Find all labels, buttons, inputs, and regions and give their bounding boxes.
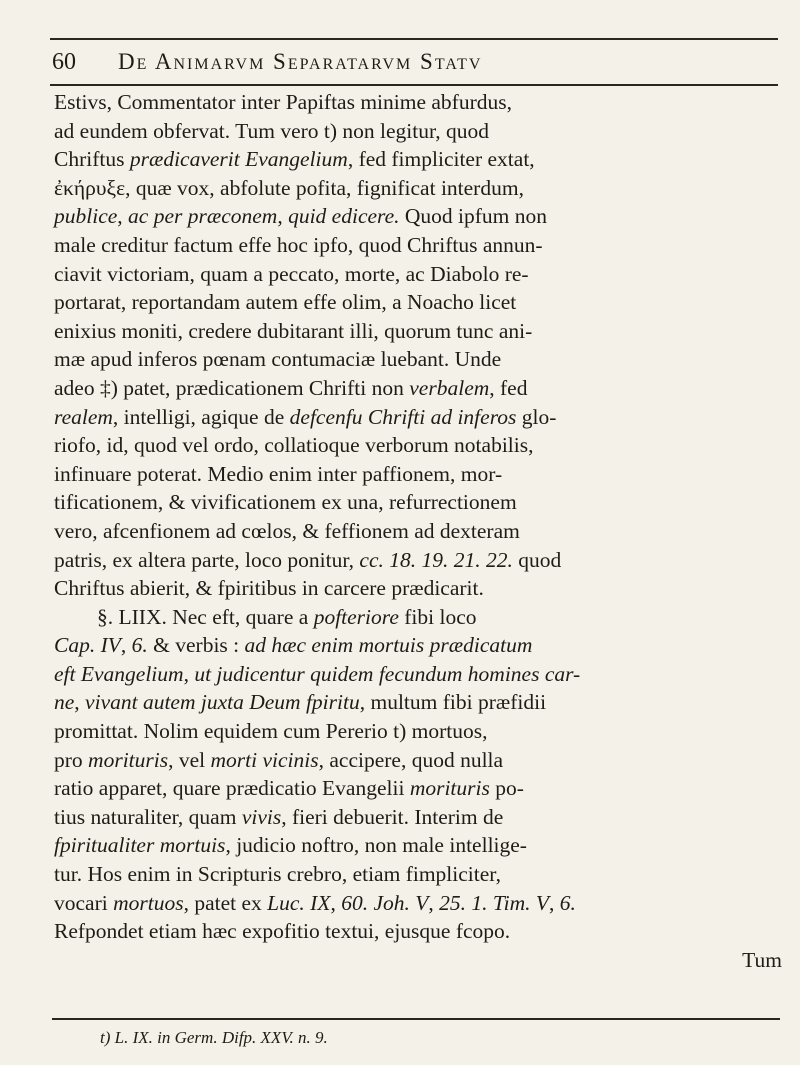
text-line (54, 803, 782, 832)
text-line (54, 317, 782, 346)
text-line (54, 231, 782, 260)
text-line (54, 860, 782, 889)
text-segment: eft Evangelium (54, 661, 184, 686)
text-segment: , (549, 890, 560, 915)
text-line (54, 746, 782, 775)
header-rule (50, 84, 778, 86)
text-segment: tificationem, & vivificationem ex una, refurrectionem (54, 490, 517, 515)
text-segment: , (74, 690, 86, 715)
text-segment: ἐκήρυξε, quæ vox, abfolute pofita, fignificat interdum, (54, 175, 524, 200)
text-line (54, 288, 782, 317)
text-segment: Quod ipfum non (399, 204, 548, 229)
text-segment: portarat, reportandam autem effe olim, a Noacho licet (54, 290, 517, 315)
text-segment: vocari (54, 890, 114, 915)
text-line (54, 831, 782, 860)
text-segment: , judicio noftro, non male intellige- (225, 833, 527, 858)
top-rule (50, 38, 778, 40)
text-line (54, 660, 782, 689)
text-line (54, 574, 782, 603)
catchword-text: Tum (742, 947, 782, 972)
text-segment: , (120, 633, 132, 658)
text-segment: & verbis : (147, 633, 245, 658)
text-segment: , fed fimpliciter extat, (347, 147, 535, 172)
text-segment: , (277, 204, 289, 229)
text-segment: ut judicentur quidem fecundum homines car- (194, 661, 581, 686)
text-segment: ne (54, 690, 75, 715)
text-segment: ad eundem obfervat. Tum vero t) non legitur, quod (54, 118, 490, 143)
text-segment: mæ apud inferos pœnam contumaciæ luebant. Unde (54, 347, 502, 372)
text-segment: publice (54, 204, 118, 229)
text-segment: tius naturaliter, quam (54, 804, 242, 829)
text-segment: 25. 1. Tim. V (439, 890, 550, 915)
text-segment: 60. Joh. V (341, 890, 429, 915)
text-segment: fibi loco (398, 604, 477, 629)
text-line (54, 431, 782, 460)
text-segment: tur. Hos enim in Scripturis crebro, etiam fimpliciter, (54, 862, 501, 887)
page-number: 60 (52, 48, 76, 75)
text-segment: §. LIIX. Nec eft, quare a (54, 604, 314, 629)
text-segment: Luc. IX (267, 890, 331, 915)
text-line (54, 260, 782, 289)
text-line (54, 403, 782, 432)
text-line (54, 345, 782, 374)
text-line (54, 517, 782, 546)
text-line (54, 774, 782, 803)
footnote-rule (52, 1018, 780, 1020)
text-segment: , (330, 890, 342, 915)
text-segment: promittat. Nolim equidem cum Pererio t) mortuos, (54, 719, 488, 744)
text-segment: male creditur factum effe hoc ipfo, quod Chriftus annun- (54, 232, 543, 257)
text-segment: morituris (409, 776, 490, 801)
text-segment: Chriftus (54, 147, 130, 172)
text-line (54, 374, 782, 403)
text-line (54, 174, 782, 203)
text-segment: quid edicere. (288, 204, 400, 229)
text-segment: ciavit victoriam, quam a peccato, morte, ac Diabolo re- (54, 261, 529, 286)
text-segment: morituris (88, 747, 169, 772)
text-line (54, 889, 782, 918)
text-line (54, 117, 782, 146)
text-segment: pofteriore (313, 604, 399, 629)
text-segment: ratio apparet, quare prædicatio Evangelii (54, 776, 410, 801)
text-segment: , fieri debuerit. Interim de (281, 804, 504, 829)
text-line (54, 460, 782, 489)
text-segment: ac per præconem (128, 204, 278, 229)
text-segment: patris, ex altera parte, loco ponitur, (54, 547, 360, 572)
text-segment: riofo, id, quod vel ordo, collatioque verborum notabilis, (54, 433, 534, 458)
text-segment: cc. 18. 19. 21. 22. (359, 547, 513, 572)
catchword (54, 946, 782, 975)
text-segment: , (428, 890, 440, 915)
text-line (54, 145, 782, 174)
text-segment: 6. (131, 633, 148, 658)
text-line (54, 717, 782, 746)
text-segment: glo- (516, 404, 557, 429)
text-segment: Refpondet etiam hæc expofitio textui, ejusque fcopo. (54, 919, 511, 944)
text-line (54, 202, 782, 231)
text-line (54, 631, 782, 660)
text-segment: enixius moniti, credere dubitarant illi, quorum tunc ani- (54, 318, 533, 343)
text-segment: ad hæc enim mortuis prædicatum (244, 633, 533, 658)
text-segment: , (117, 204, 129, 229)
text-segment: Cap. IV (54, 633, 121, 658)
text-segment: vivant autem juxta Deum fpiritu (85, 690, 360, 715)
text-line (54, 688, 782, 717)
text-segment: mortuos (113, 890, 184, 915)
text-segment: morti vicinis (210, 747, 319, 772)
text-line (54, 603, 782, 632)
text-segment: po- (489, 776, 524, 801)
text-segment: , vel (168, 747, 211, 772)
text-segment: , (183, 661, 195, 686)
text-line (54, 488, 782, 517)
text-segment: , accipere, quod nulla (318, 747, 504, 772)
text-segment: defcenfu Chrifti ad inferos (289, 404, 517, 429)
text-segment: fpiritualiter mortuis (54, 833, 226, 858)
text-segment: Estivs, Commentator inter Papiftas minime abfurdus, (54, 90, 512, 114)
text-segment: vero, afcenfionem ad cœlos, & feffionem ad dexteram (54, 518, 520, 543)
text-segment: verbalem (409, 375, 490, 400)
text-segment: , multum fibi præfidii (359, 690, 547, 715)
running-title: De Animarvm Separatarvm Statv (118, 49, 483, 74)
text-segment: realem (54, 404, 113, 429)
text-segment: adeo ‡) patet, prædicationem Chrifti non (54, 375, 410, 400)
page-header (52, 44, 782, 80)
text-segment: vivis (241, 804, 282, 829)
text-segment: , intelligi, agique de (112, 404, 290, 429)
text-segment: quod (512, 547, 562, 572)
text-segment: Chriftus abierit, & fpiritibus in carcere prædicarit. (54, 576, 484, 601)
text-line (54, 917, 782, 946)
text-segment: infinuare poterat. Medio enim inter paffionem, mor- (54, 461, 503, 486)
body-text (54, 88, 782, 974)
text-line (54, 546, 782, 575)
text-segment: 6. (559, 890, 576, 915)
footnote: t) L. IX. in Germ. Difp. XXV. n. 9. (100, 1028, 328, 1047)
text-segment: , fed (489, 375, 528, 400)
text-segment: prædicaverit Evangelium (129, 147, 348, 172)
text-segment: pro (54, 747, 89, 772)
text-segment: , patet ex (183, 890, 268, 915)
text-line (54, 88, 782, 117)
